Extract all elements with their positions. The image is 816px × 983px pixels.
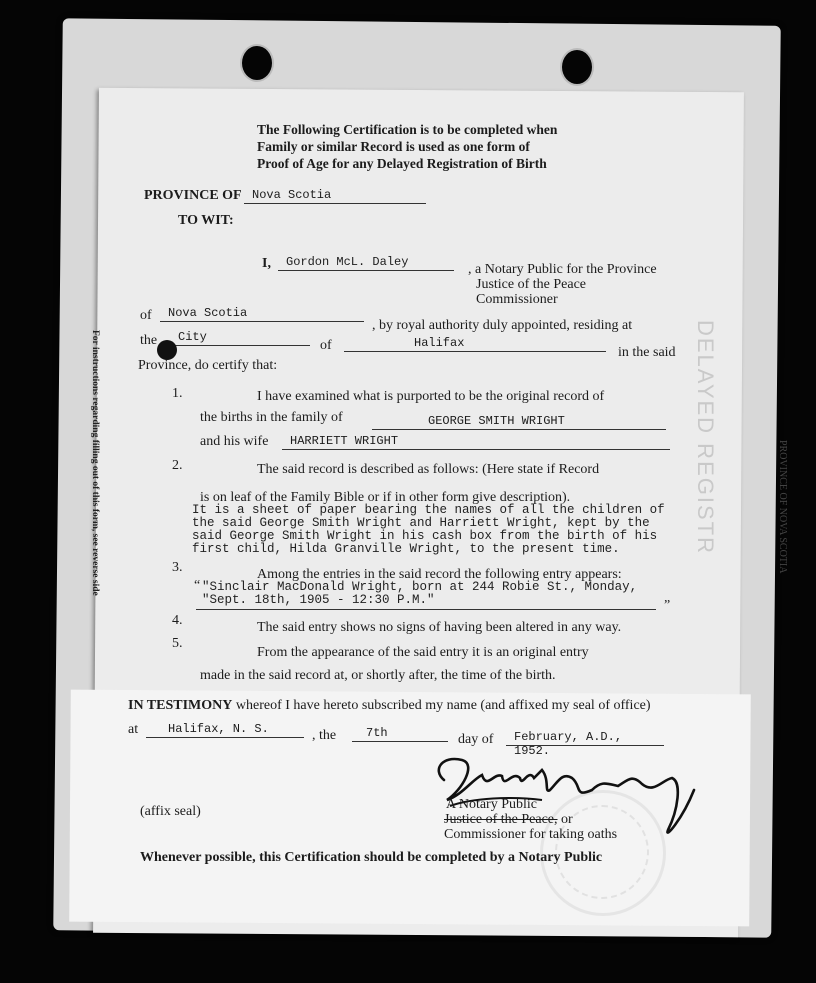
testimony-lead: IN TESTIMONY bbox=[128, 698, 233, 713]
entry-rule bbox=[196, 594, 656, 610]
record-description: said George Smith Wright in his cash box from the birth of his bbox=[192, 529, 658, 543]
item-text: made in the said record at, or shortly after, the time of the birth. bbox=[200, 668, 556, 683]
of2-field bbox=[344, 336, 606, 352]
jp-role: Justice of the Peace bbox=[476, 277, 587, 292]
left-vertical-instructions: For instructions regarding filling out of this form, see reverse side bbox=[90, 330, 100, 596]
family-name: GEORGE SMITH WRIGHT bbox=[428, 414, 565, 428]
item-text: The said record is described as follows: (Here state if Record bbox=[257, 462, 600, 477]
item-number: 5. bbox=[172, 636, 183, 651]
day-field bbox=[352, 726, 448, 742]
the-field bbox=[170, 330, 310, 346]
of-field bbox=[160, 306, 364, 322]
testimony-rest: whereof I have hereto subscribed my name (and affixed my seal of office) bbox=[235, 698, 651, 713]
footer-note: Whenever possible, this Certification should be completed by a Notary Public bbox=[140, 850, 603, 865]
the-date-label: , the bbox=[312, 728, 337, 743]
of2-value: Halifax bbox=[414, 336, 465, 350]
family-field bbox=[372, 414, 666, 430]
item-number: 1. bbox=[172, 386, 183, 401]
date-field bbox=[506, 730, 664, 758]
item-text: I have examined what is purported to be the original record of bbox=[257, 389, 605, 404]
header-line: Proof of Age for any Delayed Registration of Birth bbox=[257, 156, 547, 171]
item-text: is on leaf of the Family Bible or if in other form give description). bbox=[200, 490, 571, 505]
jp-or: or bbox=[557, 812, 573, 827]
notary-public-label: A Notary Public bbox=[446, 797, 537, 812]
notary-name: Gordon McL. Daley bbox=[286, 255, 409, 269]
entry-open-quote: “ bbox=[194, 578, 201, 593]
the-label: the bbox=[140, 333, 158, 348]
affix-seal-label: (affix seal) bbox=[140, 804, 201, 819]
the-value: City bbox=[178, 330, 207, 344]
commissioner-oaths-label: Commissioner for taking oaths bbox=[444, 827, 618, 842]
item-text: and his wife bbox=[200, 434, 269, 449]
item-number: 4. bbox=[172, 613, 183, 628]
date-value: February, A.D., 1952. bbox=[514, 730, 623, 758]
to-wit: TO WIT: bbox=[178, 213, 234, 228]
authority-text: , by royal authority duly appointed, residing at bbox=[372, 318, 633, 333]
entry-close-quote: ” bbox=[664, 598, 671, 613]
record-description: It is a sheet of paper bearing the names of all the children of bbox=[192, 503, 665, 517]
item-number: 2. bbox=[172, 458, 183, 473]
of-label: of bbox=[140, 308, 152, 323]
at-field bbox=[146, 722, 304, 738]
record-description: the said George Smith Wright and Harriett Wright, kept by the bbox=[192, 516, 650, 530]
record-description: first child, Hilda Granville Wright, to the present time. bbox=[192, 542, 620, 556]
header-line: The Following Certification is to be completed when bbox=[257, 122, 558, 137]
item-text: the births in the family of bbox=[200, 410, 343, 425]
item-text: From the appearance of the said entry it is an original entry bbox=[257, 645, 589, 660]
header-line: Family or similar Record is used as one form of bbox=[257, 139, 530, 154]
of-value: Nova Scotia bbox=[168, 306, 248, 320]
in-said: in the said bbox=[618, 345, 676, 360]
notary-name-field bbox=[278, 255, 454, 271]
birth-entry: "Sinclair MacDonald Wright, born at 244 Robie St., Monday, bbox=[202, 580, 638, 594]
wife-name: HARRIETT WRIGHT bbox=[290, 434, 399, 448]
ink-blot bbox=[157, 340, 177, 360]
province-certify: Province, do certify that: bbox=[138, 358, 278, 373]
item-number: 3. bbox=[172, 560, 183, 575]
province-field bbox=[244, 188, 426, 204]
right-vertical-text: PROVINCE OF NOVA SCOTIA bbox=[777, 440, 788, 574]
jp-line bbox=[444, 812, 573, 828]
item-text: The said entry shows no signs of having been altered in any way. bbox=[257, 620, 622, 635]
day-of-label: day of bbox=[458, 732, 494, 747]
at-value: Halifax, N. S. bbox=[168, 722, 269, 736]
of2-label: of bbox=[320, 338, 332, 353]
punch-hole bbox=[560, 48, 594, 86]
commissioner-role: Commissioner bbox=[476, 292, 558, 307]
province-value: Nova Scotia bbox=[252, 188, 332, 202]
i-label: I, bbox=[262, 256, 271, 271]
day-value: 7th bbox=[366, 726, 388, 740]
at-label: at bbox=[128, 722, 139, 737]
testimony-text bbox=[128, 698, 651, 714]
wife-field bbox=[282, 434, 670, 450]
notary-role: , a Notary Public for the Province bbox=[468, 262, 657, 277]
punch-hole bbox=[240, 44, 274, 82]
item-text: Among the entries in the said record the following entry appears: bbox=[257, 567, 622, 582]
delayed-stamp: DELAYED REGISTR bbox=[693, 320, 718, 555]
birth-entry: "Sept. 18th, 1905 - 12:30 P.M." bbox=[202, 593, 435, 607]
jp-struck: Justice of the Peace, bbox=[444, 812, 558, 827]
province-label: PROVINCE OF bbox=[144, 188, 242, 203]
